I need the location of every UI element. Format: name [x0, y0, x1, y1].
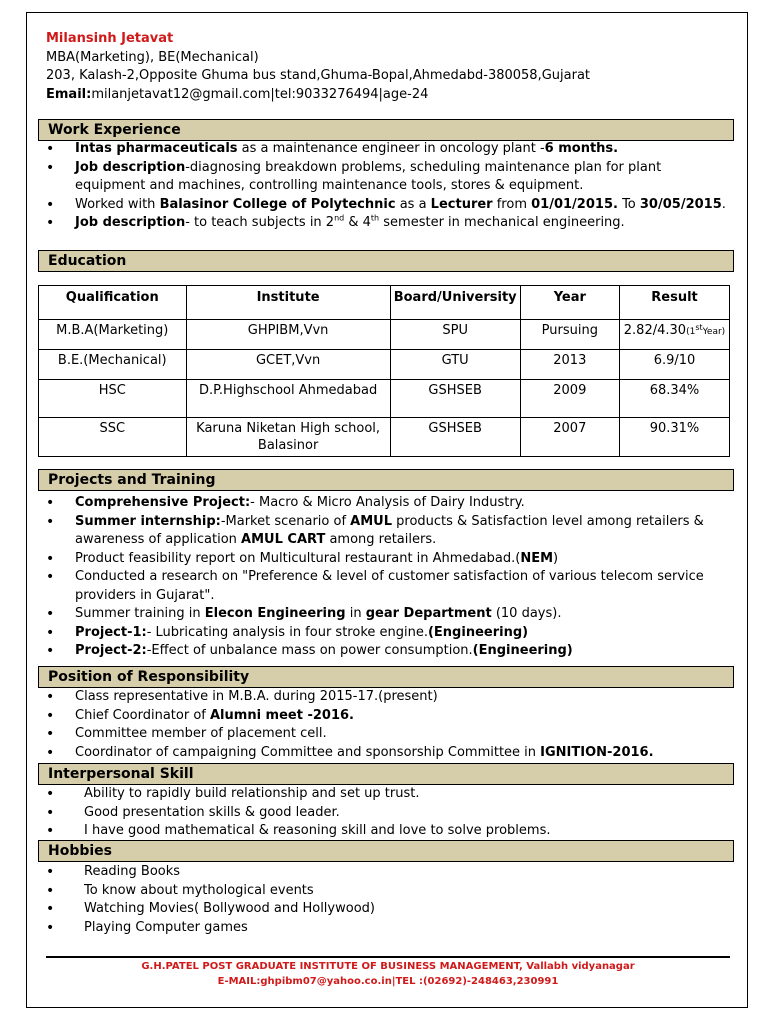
list-item: • Reading Books [46, 863, 726, 882]
list-item: • Playing Computer games [46, 919, 726, 938]
resume-header [46, 30, 590, 104]
list-item: • Worked with Balasinor College of Polytechnic as a Lecturer from 01/01/2015. To 30/05/2015. [46, 196, 726, 215]
work-list [46, 140, 726, 233]
footer-contact: E-MAIL:ghpibm07@yahoo.co.in|TEL :(02692)-248463,230991 [217, 976, 559, 987]
section-work-experience: Work Experience [38, 119, 734, 141]
list-item: • Summer training in Elecon Engineering in gear Department (10 days). [46, 605, 726, 624]
section-projects: Projects and Training [38, 469, 734, 491]
section-interpersonal-skill: Interpersonal Skill [38, 763, 734, 785]
footer-divider [46, 956, 730, 958]
education-table [38, 285, 730, 457]
table-row: HSC D.P.Highschool Ahmedabad GSHSEB 2009 68.34% [39, 380, 730, 418]
contact-value: milanjetavat12@gmail.com|tel:9033276494|age-24 [91, 86, 429, 102]
list-item: • Conducted a research on "Preference & level of customer satisfaction of various telecom service providers in Gujarat". [46, 568, 726, 605]
list-item: • Coordinator of campaigning Committee and sponsorship Committee in IGNITION-2016. [46, 744, 726, 763]
list-item: • Job description- to teach subjects in 2nd & 4th semester in mechanical engineering. [46, 214, 726, 233]
candidate-name: Milansinh Jetavat [46, 31, 174, 46]
table-row: SSC Karuna Niketan High school, Balasinor GSHSEB 2007 90.31% [39, 418, 730, 457]
col-qualification: Qualification [39, 286, 187, 320]
list-item: • To know about mythological events [46, 882, 726, 901]
skills-list [46, 785, 726, 841]
list-item: • Summer internship:-Market scenario of AMUL products & Satisfaction level among retailers & awareness of application AMUL CART among retailers. [46, 513, 726, 550]
contact-line [46, 86, 590, 105]
section-responsibility: Position of Responsibility [38, 666, 734, 688]
list-item: • Good presentation skills & good leader. [46, 804, 726, 823]
responsibility-list [46, 688, 726, 762]
footer-institute: G.H.PATEL POST GRADUATE INSTITUTE OF BUSINESS MANAGEMENT, Vallabh vidyanagar [141, 961, 635, 972]
list-item: • Job description-diagnosing breakdown problems, scheduling maintenance plan for plant equipment and machines, controlling maintenance tools, stores & equipment. [46, 159, 726, 196]
degrees: MBA(Marketing), BE(Mechanical) [46, 49, 259, 65]
list-item: • Class representative in M.B.A. during 2015-17.(present) [46, 688, 726, 707]
list-item: • Watching Movies( Bollywood and Hollywood) [46, 900, 726, 919]
list-item: • Project-1:- Lubricating analysis in four stroke engine.(Engineering) [46, 624, 726, 643]
col-institute: Institute [186, 286, 390, 320]
table-row: B.E.(Mechanical) GCET,Vvn GTU 2013 6.9/10 [39, 350, 730, 380]
list-item: • Chief Coordinator of Alumni meet -2016. [46, 707, 726, 726]
col-result: Result [620, 286, 730, 320]
table-header-row [39, 286, 730, 320]
projects-list [46, 494, 726, 661]
address: 203, Kalash-2,Opposite Ghuma bus stand,Ghuma-Bopal,Ahmedabd-380058,Gujarat [46, 68, 591, 83]
list-item: • I have good mathematical & reasoning skill and love to solve problems. [46, 822, 726, 841]
list-item: • Project-2:-Effect of unbalance mass on power consumption.(Engineering) [46, 642, 726, 661]
list-item: • Product feasibility report on Multicultural restaurant in Ahmedabad.(NEM) [46, 550, 726, 569]
list-item: • Comprehensive Project:- Macro & Micro Analysis of Dairy Industry. [46, 494, 726, 513]
col-year: Year [520, 286, 619, 320]
footer [46, 959, 730, 989]
list-item: • Ability to rapidly build relationship and set up trust. [46, 785, 726, 804]
list-item: • Intas pharmaceuticals as a maintenance engineer in oncology plant -6 months. [46, 140, 726, 159]
list-item: • Committee member of placement cell. [46, 725, 726, 744]
section-education: Education [38, 250, 734, 272]
section-hobbies: Hobbies [38, 840, 734, 862]
hobbies-list [46, 863, 726, 937]
col-board: Board/University [390, 286, 520, 320]
table-row: M.B.A(Marketing) GHPIBM,Vvn SPU Pursuing 2.82/4.30(1stYear) [39, 320, 730, 350]
contact-label: Email: [46, 86, 92, 102]
